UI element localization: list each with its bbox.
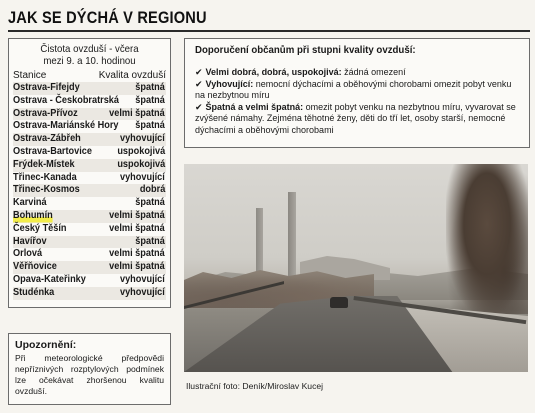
table-row xyxy=(13,133,166,146)
recommendation-item xyxy=(195,67,521,79)
quality-value: vyhovující xyxy=(120,286,165,298)
station-name: Ostrava-Mariánské Hory xyxy=(13,120,119,132)
station-name: Ostrava - Českobratrská xyxy=(13,94,120,106)
station-name: Karviná xyxy=(13,197,47,209)
station-name: Havířov xyxy=(13,235,47,247)
recommendation-text: nemocní dýchacími a oběhovými chorobami omezit pobyt venku na nezbytnou míru xyxy=(195,78,512,101)
station-name: Ostrava-Fifejdy xyxy=(13,82,80,93)
checkmark-icon: ✔ xyxy=(195,67,203,77)
station-name: Opava-Kateřinky xyxy=(13,273,86,285)
air-quality-table xyxy=(8,38,171,308)
photo-car xyxy=(330,297,348,308)
station-name: Český Těšín xyxy=(13,222,67,234)
table-row xyxy=(13,261,166,274)
recommendation-text: žádná omezení xyxy=(344,67,406,77)
table-caption-line2: mezi 9. a 10. hodinou xyxy=(43,55,136,67)
station-name: Ostrava-Zábřeh xyxy=(13,133,81,145)
headline-title: JAK SE DÝCHÁ V REGIONU xyxy=(8,8,207,27)
quality-value: špatná xyxy=(135,197,165,209)
recommendation-level: Špatná a velmi špatná: xyxy=(205,101,304,112)
warning-text: Při meteorologické předpovědi nepříznivých rozptylových podmínek lze očekávat zhoršenou kvalitu ovzduší. xyxy=(15,353,164,396)
station-name: Ostrava-Přívoz xyxy=(13,107,78,119)
station-name: Orlová xyxy=(13,248,43,260)
quality-value: velmi špatná xyxy=(109,107,165,119)
table-caption-line1: Čistota ovzduší - včera xyxy=(40,43,139,55)
column-header-quality: Kvalita ovzduší xyxy=(98,70,166,81)
table-row xyxy=(13,184,166,197)
photo-tree xyxy=(446,164,528,314)
checkmark-icon: ✔ xyxy=(195,101,203,112)
warning-title: Upozornění: xyxy=(15,339,77,351)
recommendation-level: Vyhovující: xyxy=(205,78,254,89)
quality-value: špatná xyxy=(135,82,165,93)
quality-value: velmi špatná xyxy=(109,261,165,273)
recommendation-list xyxy=(195,67,521,137)
table-row xyxy=(13,82,166,95)
station-name: Studénka xyxy=(13,286,55,298)
quality-value: vyhovující xyxy=(120,171,165,183)
recommendation-title: Doporučení občanům při stupni kvality ovzduší: xyxy=(195,44,416,56)
photo-chimney xyxy=(288,192,296,286)
table-row xyxy=(13,146,166,159)
table-header xyxy=(13,70,166,82)
recommendation-item xyxy=(195,102,521,137)
station-name: Třinec-Kosmos xyxy=(13,184,80,196)
table-row xyxy=(13,287,166,300)
quality-value: uspokojivá xyxy=(117,145,165,157)
headline-bar xyxy=(8,4,530,32)
illustrative-photo xyxy=(184,164,528,372)
station-name: Třinec-Kanada xyxy=(13,171,77,183)
table-row xyxy=(13,120,166,133)
table-row xyxy=(13,95,166,108)
table-caption xyxy=(15,43,163,67)
table-row xyxy=(13,210,166,223)
table-row xyxy=(13,223,166,236)
quality-value: špatná xyxy=(135,94,165,106)
quality-value: velmi špatná xyxy=(109,209,165,221)
photo-caption: Ilustrační foto: Deník/Miroslav Kucej xyxy=(186,381,324,391)
quality-value: špatná xyxy=(135,120,165,132)
station-name: Věřňovice xyxy=(13,261,57,273)
table-row xyxy=(13,172,166,185)
checkmark-icon: ✔ xyxy=(195,78,203,89)
table-rows xyxy=(13,82,166,300)
station-name: Bohumín xyxy=(13,209,53,221)
recommendation-level: Velmi dobrá, dobrá, uspokojivá: xyxy=(205,67,342,77)
quality-value: vyhovující xyxy=(120,273,165,285)
table-row xyxy=(13,236,166,249)
quality-value: velmi špatná xyxy=(109,248,165,260)
table-row xyxy=(13,159,166,172)
station-name: Ostrava-Bartovice xyxy=(13,145,93,157)
table-row xyxy=(13,197,166,210)
quality-value: velmi špatná xyxy=(109,222,165,234)
recommendation-item xyxy=(195,79,521,102)
quality-value: dobrá xyxy=(139,184,165,196)
table-row xyxy=(13,274,166,287)
recommendation-box xyxy=(184,38,530,148)
table-row xyxy=(13,248,166,261)
column-header-station: Stanice xyxy=(13,70,47,81)
quality-value: špatná xyxy=(135,235,165,247)
station-name: Frýdek-Místek xyxy=(13,158,75,170)
quality-value: vyhovující xyxy=(120,133,165,145)
warning-box xyxy=(8,333,171,405)
quality-value: uspokojivá xyxy=(117,158,165,170)
recommendation-text: omezit pobyt venku na nezbytnou míru, vyvarovat se zvýšené námahy. Zejména těhotné ženy, děti do tří let, osoby starší, nemocné dýchacími a oběhovými chorobami xyxy=(195,101,516,135)
table-row xyxy=(13,108,166,121)
